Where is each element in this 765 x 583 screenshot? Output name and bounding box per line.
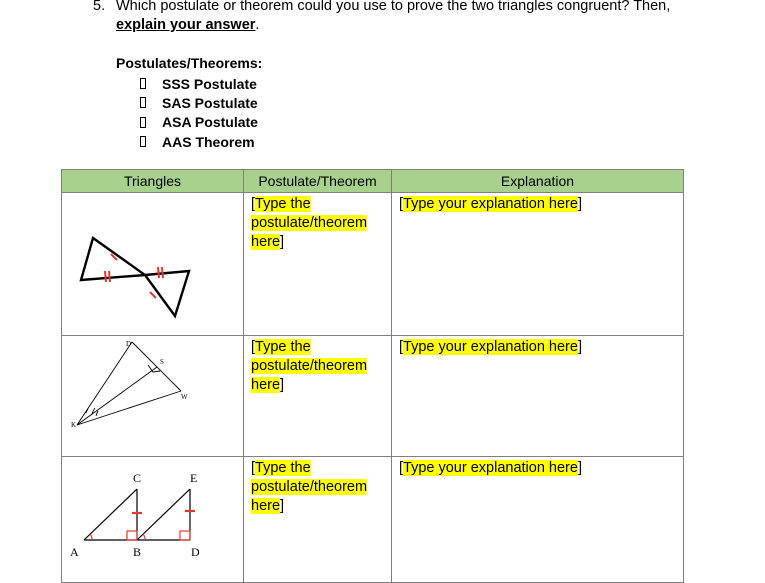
table-row — [62, 193, 684, 336]
postulate-placeholder[interactable]: [Type the postulate/theorem here] — [251, 460, 368, 514]
postulate-label: SSS Postulate — [162, 75, 257, 92]
bowtie-triangles-figure — [62, 193, 244, 330]
table-row — [62, 457, 684, 583]
checkbox-icon[interactable] — [140, 97, 146, 108]
angle-bisector-figure — [62, 336, 244, 451]
postulates-list — [140, 74, 258, 151]
congruence-tick-marks — [132, 511, 195, 513]
vertex-label-k: K — [71, 421, 77, 429]
postulate-item[interactable] — [140, 74, 258, 93]
question-emphasis-line — [116, 16, 259, 35]
question-number: 5. — [93, 0, 106, 14]
postulate-item[interactable] — [140, 113, 258, 132]
header-explanation: Explanation — [392, 170, 684, 193]
checkbox-icon[interactable] — [140, 117, 146, 128]
explanation-answer-cell[interactable] — [392, 457, 684, 583]
triangle-figure-cell — [62, 457, 244, 583]
checkbox-icon[interactable] — [140, 78, 146, 89]
explanation-answer-cell[interactable] — [392, 336, 684, 457]
triangle-figure-cell — [62, 193, 244, 336]
congruence-table — [61, 169, 684, 583]
postulate-answer-cell[interactable] — [244, 193, 392, 336]
postulate-label: ASA Postulate — [162, 114, 258, 131]
postulate-label: SAS Postulate — [162, 94, 258, 111]
explanation-placeholder[interactable]: [Type your explanation here] — [399, 460, 582, 476]
vertex-label-d: D — [191, 545, 200, 559]
vertex-label-s: S — [160, 358, 164, 366]
postulate-item[interactable] — [140, 93, 258, 112]
left-triangle — [81, 238, 145, 280]
triangle-figure-cell — [62, 336, 244, 457]
header-triangles: Triangles — [62, 170, 244, 193]
vertex-label-e: E — [190, 471, 198, 485]
question-text: Which postulate or theorem could you use to prove the two triangles congruent? Then, — [116, 0, 671, 14]
checkbox-icon[interactable] — [140, 136, 146, 147]
vertex-label-w: W — [181, 393, 188, 401]
question-period: . — [255, 17, 260, 33]
vertex-label-a: A — [70, 545, 79, 559]
explanation-placeholder[interactable]: [Type your explanation here] — [399, 196, 582, 212]
explain-answer-text: explain your answer — [116, 17, 256, 33]
table-header-row — [62, 170, 684, 193]
explanation-placeholder[interactable]: [Type your explanation here] — [399, 339, 582, 355]
angle-marks — [90, 531, 190, 540]
header-postulate: Postulate/Theorem — [244, 170, 392, 193]
right-triangles-figure — [62, 457, 244, 577]
explanation-answer-cell[interactable] — [392, 193, 684, 336]
postulate-answer-cell[interactable] — [244, 457, 392, 583]
postulates-title: Postulates/Theorems: — [116, 55, 263, 71]
postulate-item[interactable] — [140, 132, 258, 151]
vertex-label-c: C — [133, 471, 142, 485]
postulate-answer-cell[interactable] — [244, 336, 392, 457]
vertex-label-b: B — [133, 545, 142, 559]
vertex-label-d: D — [126, 340, 132, 348]
table-row — [62, 336, 684, 457]
postulate-placeholder[interactable]: [Type the postulate/theorem here] — [251, 196, 368, 250]
postulate-placeholder[interactable]: [Type the postulate/theorem here] — [251, 339, 368, 393]
postulate-label: AAS Theorem — [162, 133, 255, 150]
